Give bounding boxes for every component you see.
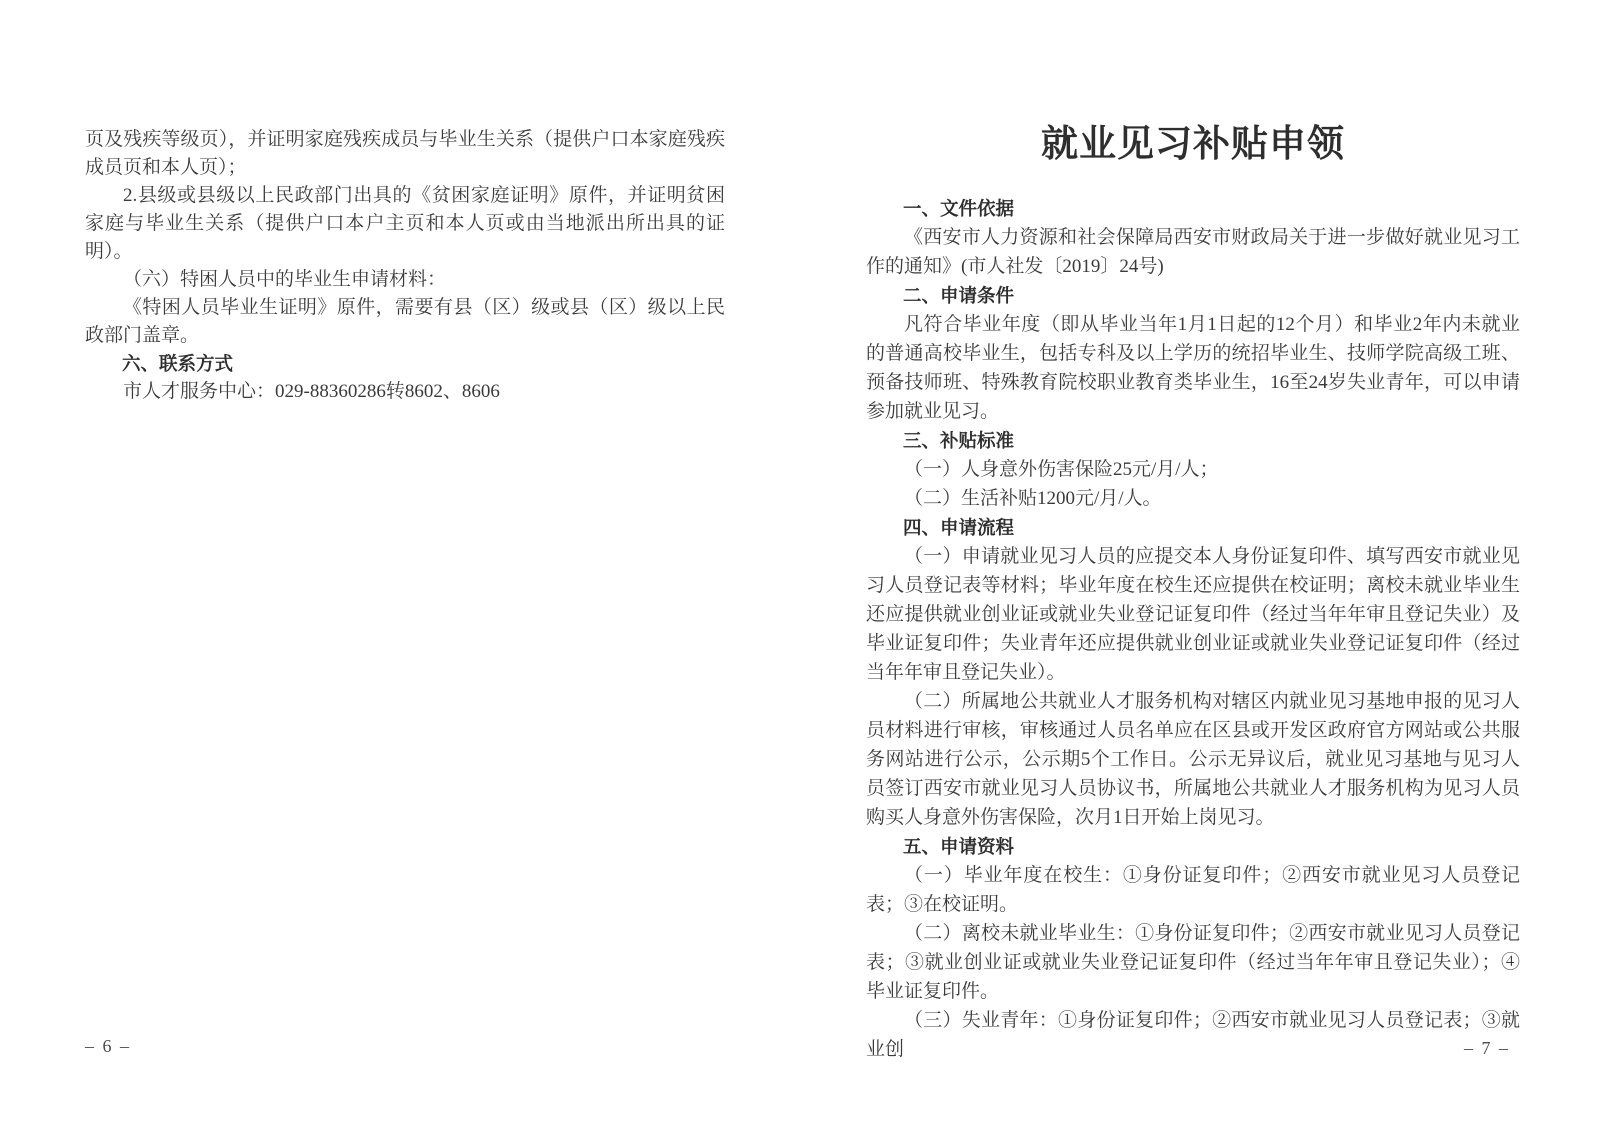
section-heading: 二、申请条件: [903, 285, 1015, 306]
section-heading: 一、文件依据: [903, 198, 1015, 219]
section-heading: 五、申请资料: [903, 836, 1015, 857]
page-6-content: [85, 126, 725, 406]
section-heading: 三、补贴标准: [903, 430, 1015, 451]
paragraph: （二）所属地公共就业人才服务机构对辖区内就业见习基地申报的见习人员材料进行审核，审核通过人员名单应在区县或开发区政府官方网站或公共服务网站进行公示，公示期5个工作日。公示无异议后，就业见习基地与见习人员签订西安市就业见习人员协议书，所属地公共就业人才服务机构为见习人员购买人身意外伤害保险，次月1日开始上岗见习。: [866, 691, 1520, 828]
paragraph: 页及残疾等级页），并证明家庭残疾成员与毕业生关系（提供户口本家庭残疾成员页和本人页）；: [85, 129, 725, 178]
page-7: [866, 124, 1520, 1094]
section-heading: 四、申请流程: [903, 517, 1015, 538]
document-title: 就业见习补贴申领: [1041, 124, 1345, 165]
paragraph: 凡符合毕业年度（即从毕业当年1月1日起的12个月）和毕业2年内未就业的普通高校毕业生，包括专科及以上学历的统招毕业生、技师学院高级工班、预备技师班、特殊教育院校职业教育类毕业生，16至24岁失业青年，可以申请参加就业见习。: [866, 314, 1520, 422]
page-7-content: [866, 194, 1520, 1064]
paragraph: 2.县级或县级以上民政部门出具的《贫困家庭证明》原件，并证明贫困家庭与毕业生关系（提供户口本户主页和本人页或由当地派出所出具的证明）。: [85, 185, 725, 262]
page-number-7: – 7 –: [1464, 1038, 1510, 1058]
section-heading: 六、联系方式: [122, 353, 234, 374]
paragraph: （一）毕业年度在校生：①身份证复印件；②西安市就业见习人员登记表；③在校证明。: [866, 865, 1520, 915]
paragraph: （一）人身意外伤害保险25元/月/人；: [904, 459, 1219, 480]
paragraph: 《特困人员毕业生证明》原件，需要有县（区）级或县（区）级以上民政部门盖章。: [85, 297, 725, 346]
paragraph: （一）申请就业见习人员的应提交本人身份证复印件、填写西安市就业见习人员登记表等材料；毕业年度在校生还应提供在校证明；离校未就业毕业生还应提供就业创业证或就业失业登记证复印件（经过当年年审且登记失业）及毕业证复印件；失业青年还应提供就业创业证或就业失业登记证复印件（经过当年年审且登记失业）。: [866, 546, 1520, 683]
paragraph: （二）生活补贴1200元/月/人。: [904, 488, 1162, 509]
paragraph: （二）离校未就业毕业生：①身份证复印件；②西安市就业见习人员登记表；③就业创业证或就业失业登记证复印件（经过当年年审且登记失业）；④毕业证复印件。: [866, 923, 1520, 1002]
paragraph: 市人才服务中心：029-88360286转8602、8606: [123, 381, 500, 402]
paragraph: （六）特困人员中的毕业生申请材料：: [123, 269, 447, 290]
page-6: [85, 126, 725, 1086]
paragraph: 《西安市人力资源和社会保障局西安市财政局关于进一步做好就业见习工作的通知》(市人社发〔2019〕24号): [866, 227, 1520, 277]
page-number-6: – 6 –: [85, 1036, 131, 1056]
paragraph: （三）失业青年：①身份证复印件；②西安市就业见习人员登记表；③就业创: [866, 1010, 1520, 1060]
